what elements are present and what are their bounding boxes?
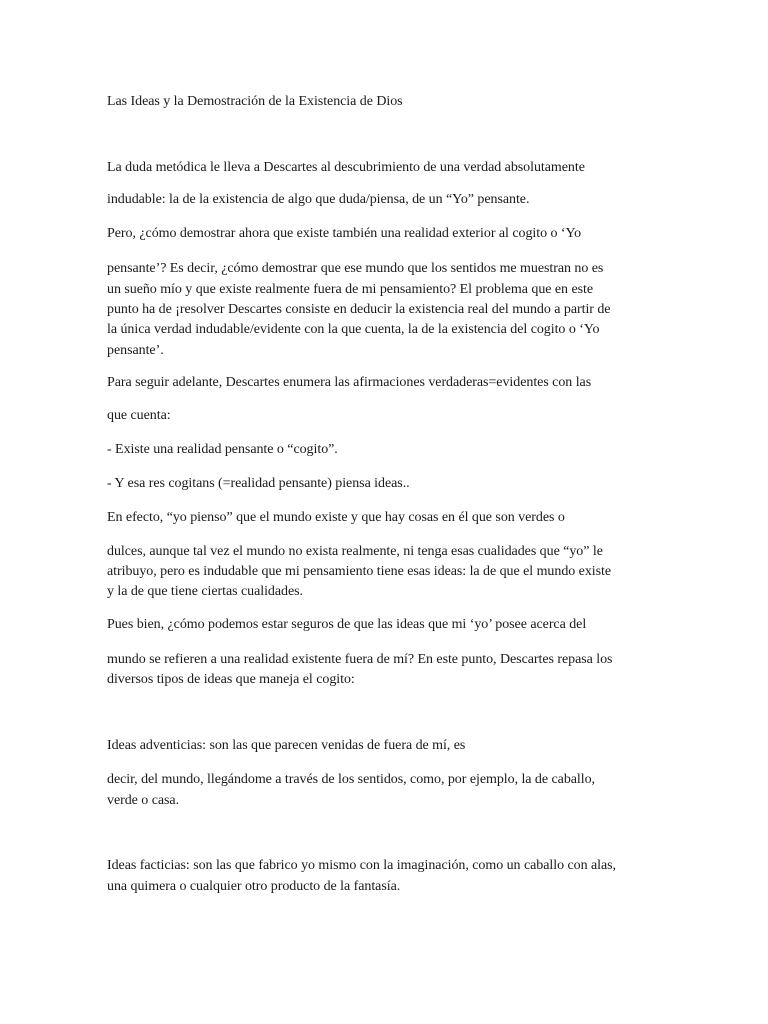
text-line: diversos tipos de ideas que maneja el cogito: bbox=[107, 672, 355, 687]
text-line: atribuyo, pero es indudable que mi pensamiento tiene esas ideas: la de que el mundo existe bbox=[107, 564, 612, 579]
list-item: - Existe una realidad pensante o “cogito”. bbox=[107, 442, 338, 457]
text-line: verde o casa. bbox=[107, 793, 180, 808]
text-line: indudable: la de la existencia de algo que duda/piensa, de un “Yo” pensante. bbox=[107, 192, 530, 207]
text-line: una quimera o cualquier otro producto de la fantasía. bbox=[107, 879, 401, 894]
document-title: Las Ideas y la Demostración de la Existencia de Dios bbox=[107, 94, 403, 109]
text-line: decir, del mundo, llegándome a través de los sentidos, como, por ejemplo, la de caballo, bbox=[107, 772, 596, 787]
text-line: Ideas facticias: son las que fabrico yo mismo con la imaginación, como un caballo con alas, bbox=[107, 858, 617, 873]
text-line: mundo se refieren a una realidad existente fuera de mí? En este punto, Descartes repasa los bbox=[107, 652, 613, 667]
text-line: Pero, ¿cómo demostrar ahora que existe también una realidad exterior al cogito o ‘Yo bbox=[107, 226, 582, 241]
text-line: punto ha de ¡resolver Descartes consiste en deducir la existencia real del mundo a partir de bbox=[107, 302, 611, 317]
text-line: La duda metódica le lleva a Descartes al descubrimiento de una verdad absolutamente bbox=[107, 160, 585, 175]
text-line: pensante’. bbox=[107, 343, 164, 358]
text-line: Para seguir adelante, Descartes enumera las afirmaciones verdaderas=evidentes con las bbox=[107, 375, 592, 390]
text-line: la única verdad indudable/evidente con la que cuenta, la de la existencia del cogito o ‘Yo bbox=[107, 322, 600, 337]
text-line: pensante’? Es decir, ¿cómo demostrar que ese mundo que los sentidos me muestran no es bbox=[107, 261, 604, 276]
text-line: un sueño mío y que existe realmente fuera de mi pensamiento? El problema que en este bbox=[107, 282, 594, 297]
text-line: En efecto, “yo pienso” que el mundo existe y que hay cosas en él que son verdes o bbox=[107, 510, 565, 525]
text-line: que cuenta: bbox=[107, 408, 171, 423]
text-line: Ideas adventicias: son las que parecen venidas de fuera de mí, es bbox=[107, 738, 466, 753]
text-line: y la de que tiene ciertas cualidades. bbox=[107, 584, 304, 599]
list-item: - Y esa res cogitans (=realidad pensante) piensa ideas.. bbox=[107, 476, 410, 491]
text-line: Pues bien, ¿cómo podemos estar seguros de que las ideas que mi ‘yo’ posee acerca del bbox=[107, 617, 587, 632]
text-line: dulces, aunque tal vez el mundo no exista realmente, ni tenga esas cualidades que “yo” le bbox=[107, 544, 603, 559]
